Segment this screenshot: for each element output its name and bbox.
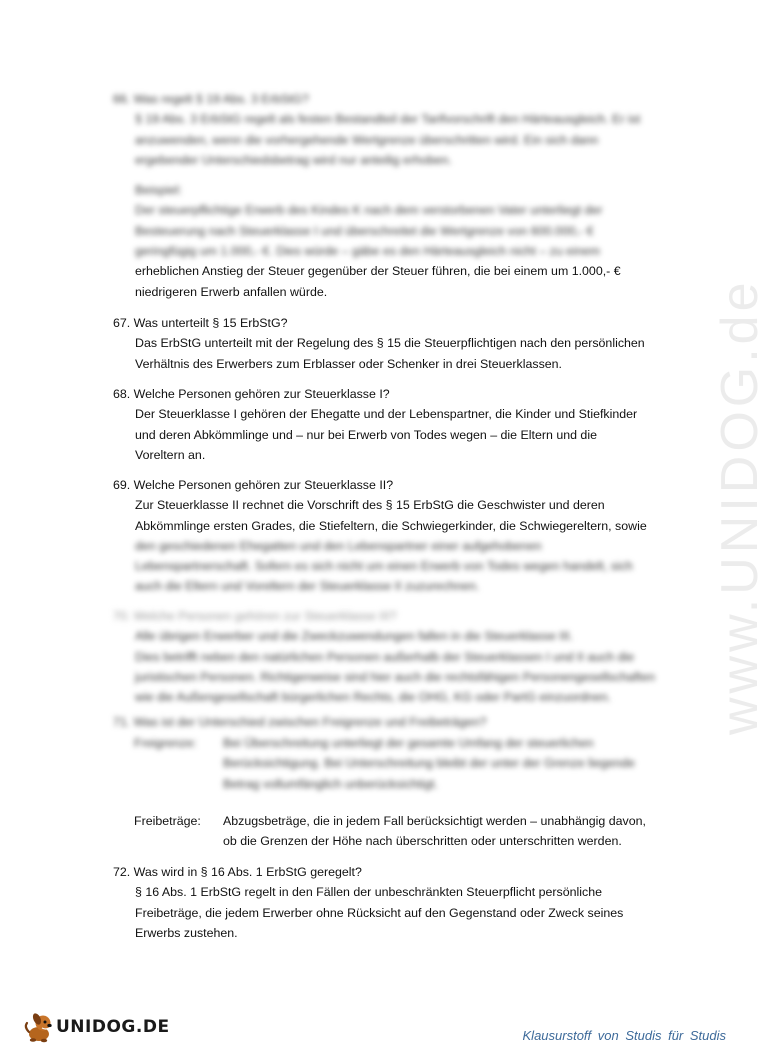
question-66-title: 66. Was regelt § 19 Abs. 3 ErbStG?	[113, 92, 309, 106]
example-line: Besteuerung nach Steuerklasse I und überschreitet die Wertgrenze von 600.000,- €	[135, 223, 594, 238]
question-68-title: 68. Welche Personen gehören zur Steuerklasse I?	[113, 387, 390, 401]
example-label: Beispiel:	[135, 183, 182, 198]
definition-line: Betrag vollumfänglich unberücksichtigt.	[223, 776, 438, 791]
question-70	[113, 606, 655, 707]
answer-line: ergebender Unterschiedsbetrag wird nur anteilig erhoben.	[135, 152, 452, 167]
dog-icon	[22, 1010, 56, 1044]
logo-text: UNIDOG.DE	[56, 1017, 170, 1037]
question-67	[113, 313, 645, 374]
answer-line: Der Steuerklasse I gehören der Ehegatte und der Lebenspartner, die Kinder und Stiefkinder	[135, 407, 638, 422]
answer-line: Erwerbs zustehen.	[135, 925, 238, 940]
answer-line: Lebenspartnerschaft. Sofern es sich nicht um einen Erwerb von Todes wegen handelt, sich	[135, 559, 633, 574]
definition-line: Abzugsbeträge, die in jedem Fall berücksichtigt werden – unabhängig davon,	[223, 814, 646, 828]
answer-line: juristischen Personen. Richtigerweise sind hier auch die rechtsfähigen Personengesellschaften	[135, 669, 656, 684]
question-71	[113, 712, 487, 732]
answer-line: Abkömmlinge ersten Grades, die Stiefeltern, die Schwiegerkinder, die Schwiegereltern, sowie	[135, 518, 647, 533]
answer-line: Das ErbStG unterteilt mit der Regelung des § 15 die Steuerpflichtigen nach den persönlichen	[135, 336, 645, 351]
answer-line: Voreltern an.	[135, 447, 206, 462]
example-line: erheblichen Anstieg der Steuer gegenüber der Steuer führen, die bei einem um 1.000,- €	[135, 264, 621, 279]
definition-line: Bei Überschreitung unterliegt der gesamte Umfang der steuerlichen	[223, 736, 594, 750]
answer-line: § 16 Abs. 1 ErbStG regelt in den Fällen der unbeschränkten Steuerpflicht persönliche	[135, 885, 602, 900]
example-line: geringfügig um 1.000,- €. Dies würde – gäbe es den Härteausgleich nicht – zu einem	[135, 244, 600, 259]
question-67-title: 67. Was unterteilt § 15 ErbStG?	[113, 316, 288, 330]
answer-line: den geschiedenen Ehegatten und den Lebenspartner einer aufgehobenen	[135, 538, 542, 553]
question-68	[113, 384, 637, 465]
answer-line: Freibeträge, die jedem Erwerber ohne Rücksicht auf den Gegenstand oder Zweck seines	[135, 905, 624, 920]
freigrenze-term: Freigrenze:	[134, 736, 197, 750]
answer-line: § 19 Abs. 3 ErbStG regelt als festen Bestandteil der Tarifvorschrift den Härteausgleich. Er ist	[135, 112, 641, 127]
question-72	[113, 862, 623, 943]
example-line: Der steuerpflichtige Erwerb des Kindes K nach dem verstorbenen Vater unterliegt der	[135, 203, 603, 218]
answer-line: wie die Außengesellschaft bürgerlichen Rechts, die OHG, KG oder PartG einzuordnen.	[135, 690, 611, 705]
freibetraege-term: Freibeträge:	[134, 814, 201, 828]
question-71-title: 71. Was ist der Unterschied zwischen Freigrenze und Freibeträgen?	[113, 715, 487, 729]
answer-line: anzuwenden, wenn die vorhergehende Wertgrenze überschritten wird. Ein sich dann	[135, 132, 599, 147]
answer-line: Verhältnis des Erwerbers zum Erblasser oder Schenker in drei Steuerklassen.	[135, 356, 562, 371]
question-66	[113, 89, 640, 302]
definition-line: ob die Grenzen der Höhe nach überschritten oder unterschritten werden.	[223, 834, 622, 849]
question-69-title: 69. Welche Personen gehören zur Steuerklasse II?	[113, 478, 394, 492]
unidog-logo	[22, 1010, 170, 1044]
question-69	[113, 475, 647, 597]
watermark: www.UNIDOG.de	[711, 278, 769, 735]
answer-line: Dies betrifft neben den natürlichen Personen außerhalb der Steuerklassen I und II auch die	[135, 649, 635, 664]
answer-line: Zur Steuerklasse II rechnet die Vorschrift des § 15 ErbStG die Geschwister und deren	[135, 498, 605, 513]
question-70-title: 70. Welche Personen gehören zur Steuerklasse III?	[113, 609, 397, 623]
example-line: niedrigeren Erwerb anfallen würde.	[135, 284, 328, 299]
answer-line: und deren Abkömmlinge und – nur bei Erwerb von Todes wegen – die Eltern und die	[135, 427, 597, 442]
footer-tagline: Klausurstoff von Studis für Studis	[522, 1028, 726, 1043]
definition-line: Berücksichtigung. Bei Unterschreitung bleibt der unter der Grenze liegende	[223, 756, 635, 771]
answer-line: auch die Eltern und Voreltern der Steuerklasse II zuzurechnen.	[135, 579, 480, 594]
question-72-title: 72. Was wird in § 16 Abs. 1 ErbStG geregelt?	[113, 865, 362, 879]
answer-line: Alle übrigen Erwerber und die Zweckzuwendungen fallen in die Steuerklasse III.	[135, 629, 574, 644]
